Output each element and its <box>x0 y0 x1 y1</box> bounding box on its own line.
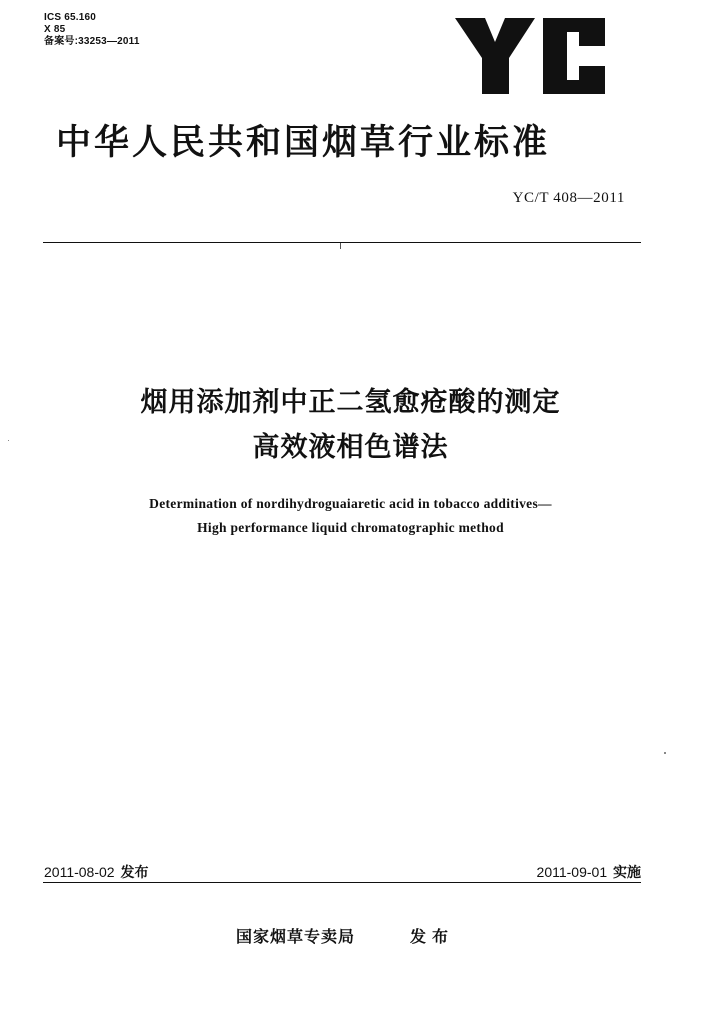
scan-speck <box>664 752 666 754</box>
header-divider <box>43 242 641 243</box>
classification-block <box>44 12 140 48</box>
divider-tick <box>340 243 341 249</box>
effective-date: 2011-09-01 <box>536 864 608 880</box>
document-title-cn-line1: 烟用添加剂中正二氢愈疮酸的测定 <box>140 387 561 418</box>
logo-y-shape <box>455 18 535 94</box>
yc-logo-graphic <box>455 18 605 94</box>
document-title-cn-line2: 高效液相色谱法 <box>252 432 449 463</box>
class-code: X 85 <box>44 24 66 35</box>
standard-code: YC/T 408—2011 <box>512 190 625 206</box>
issue-date-label: 发布 <box>120 864 149 880</box>
effective-date-label: 实施 <box>613 864 641 880</box>
logo-c-shape <box>543 18 605 94</box>
scan-speck <box>8 440 9 441</box>
effective-date-block <box>537 862 641 882</box>
issue-label: 发布 <box>410 927 455 946</box>
standard-type-title: 中华人民共和国烟草行业标准 <box>56 123 551 163</box>
issue-date: 2011-08-02 <box>44 864 115 880</box>
document-title-en-line1: Determination of nordihydroguaiaretic acid in tobacco additives— <box>149 496 552 511</box>
yc-logo-icon <box>455 18 605 94</box>
footer-divider <box>43 882 641 883</box>
record-number: 备案号:33253—2011 <box>44 36 140 47</box>
document-title-en-line2: High performance liquid chromatographic method <box>197 520 504 535</box>
issue-date-block <box>44 862 148 882</box>
ics-code: ICS 65.160 <box>44 12 97 23</box>
issuing-authority: 国家烟草专卖局 <box>236 927 356 946</box>
